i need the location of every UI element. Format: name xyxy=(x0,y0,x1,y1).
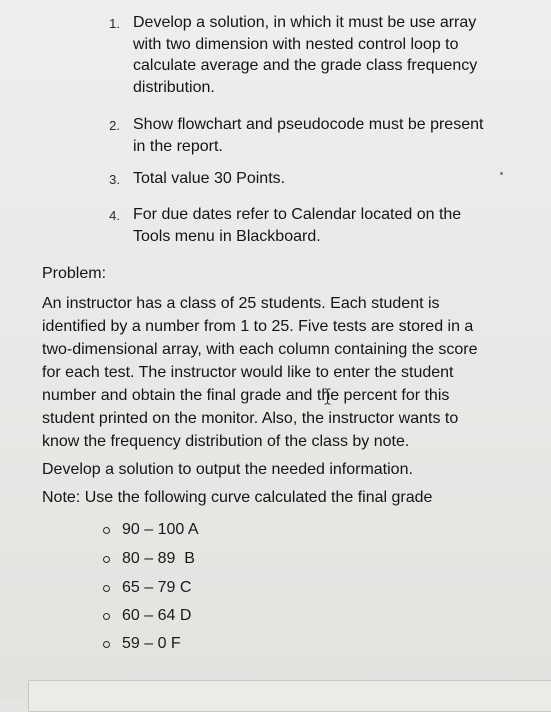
grade-range: 65 – 79 C xyxy=(122,579,192,596)
answer-input-box[interactable] xyxy=(28,680,551,712)
problem-paragraph-line: two-dimensional array, with each column containing the score xyxy=(42,341,478,358)
requirement-line: Total value 30 Points. xyxy=(133,170,286,187)
bullet-circle-icon xyxy=(103,585,110,592)
problem-paragraph-line: know the frequency distribution of the class by note. xyxy=(42,433,410,450)
requirement-line: calculate average and the grade class frequency xyxy=(133,57,478,74)
requirement-number: 4. xyxy=(109,208,120,223)
bullet-circle-icon xyxy=(103,527,110,534)
requirement-line: distribution. xyxy=(133,78,215,96)
requirement-line: Show flowchart and pseudocode must be present xyxy=(133,116,484,133)
requirement-line: with two dimension with nested control loop to xyxy=(133,35,459,53)
requirement-text xyxy=(133,204,461,247)
problem-paragraph-line: for each test. The instructor would like to enter the student xyxy=(42,364,454,381)
requirement-line: For due dates refer to Calendar located on the xyxy=(133,206,462,223)
problem-paragraph-line: identified by a number from 1 to 25. Five tests are stored in a xyxy=(42,318,474,335)
text-cursor-icon xyxy=(324,388,331,405)
bullet-circle-icon xyxy=(103,556,110,563)
problem-heading: Problem: xyxy=(42,265,107,282)
requirement-line: Develop a solution, in which it must be use array xyxy=(133,14,477,31)
requirement-number: 1. xyxy=(109,16,120,31)
problem-paragraph-line: An instructor has a class of 25 students. Each student is xyxy=(42,295,440,312)
requirement-text xyxy=(133,12,477,98)
grade-range: 80 – 89 B xyxy=(122,550,195,567)
requirement-number: 2. xyxy=(109,118,120,133)
problem-paragraph-line: student printed on the monitor. Also, the instructor wants to xyxy=(42,410,459,427)
grade-range: 90 – 100 A xyxy=(122,521,199,538)
speck-mark xyxy=(500,172,503,175)
requirement-text xyxy=(133,168,285,190)
problem-task: Develop a solution to output the needed information. xyxy=(42,461,413,478)
grade-range: 59 – 0 F xyxy=(122,635,181,652)
requirement-line: Tools menu in Blackboard. xyxy=(133,227,321,245)
bullet-circle-icon xyxy=(103,613,110,620)
requirement-line: in the report. xyxy=(133,137,223,155)
grade-range: 60 – 64 D xyxy=(122,607,192,624)
requirement-text xyxy=(133,114,483,157)
bullet-circle-icon xyxy=(103,641,110,648)
requirement-number: 3. xyxy=(109,172,120,187)
problem-note: Note: Use the following curve calculated the final grade xyxy=(42,489,433,506)
problem-paragraph-line: number and obtain the final grade and the percent for this xyxy=(42,387,450,404)
